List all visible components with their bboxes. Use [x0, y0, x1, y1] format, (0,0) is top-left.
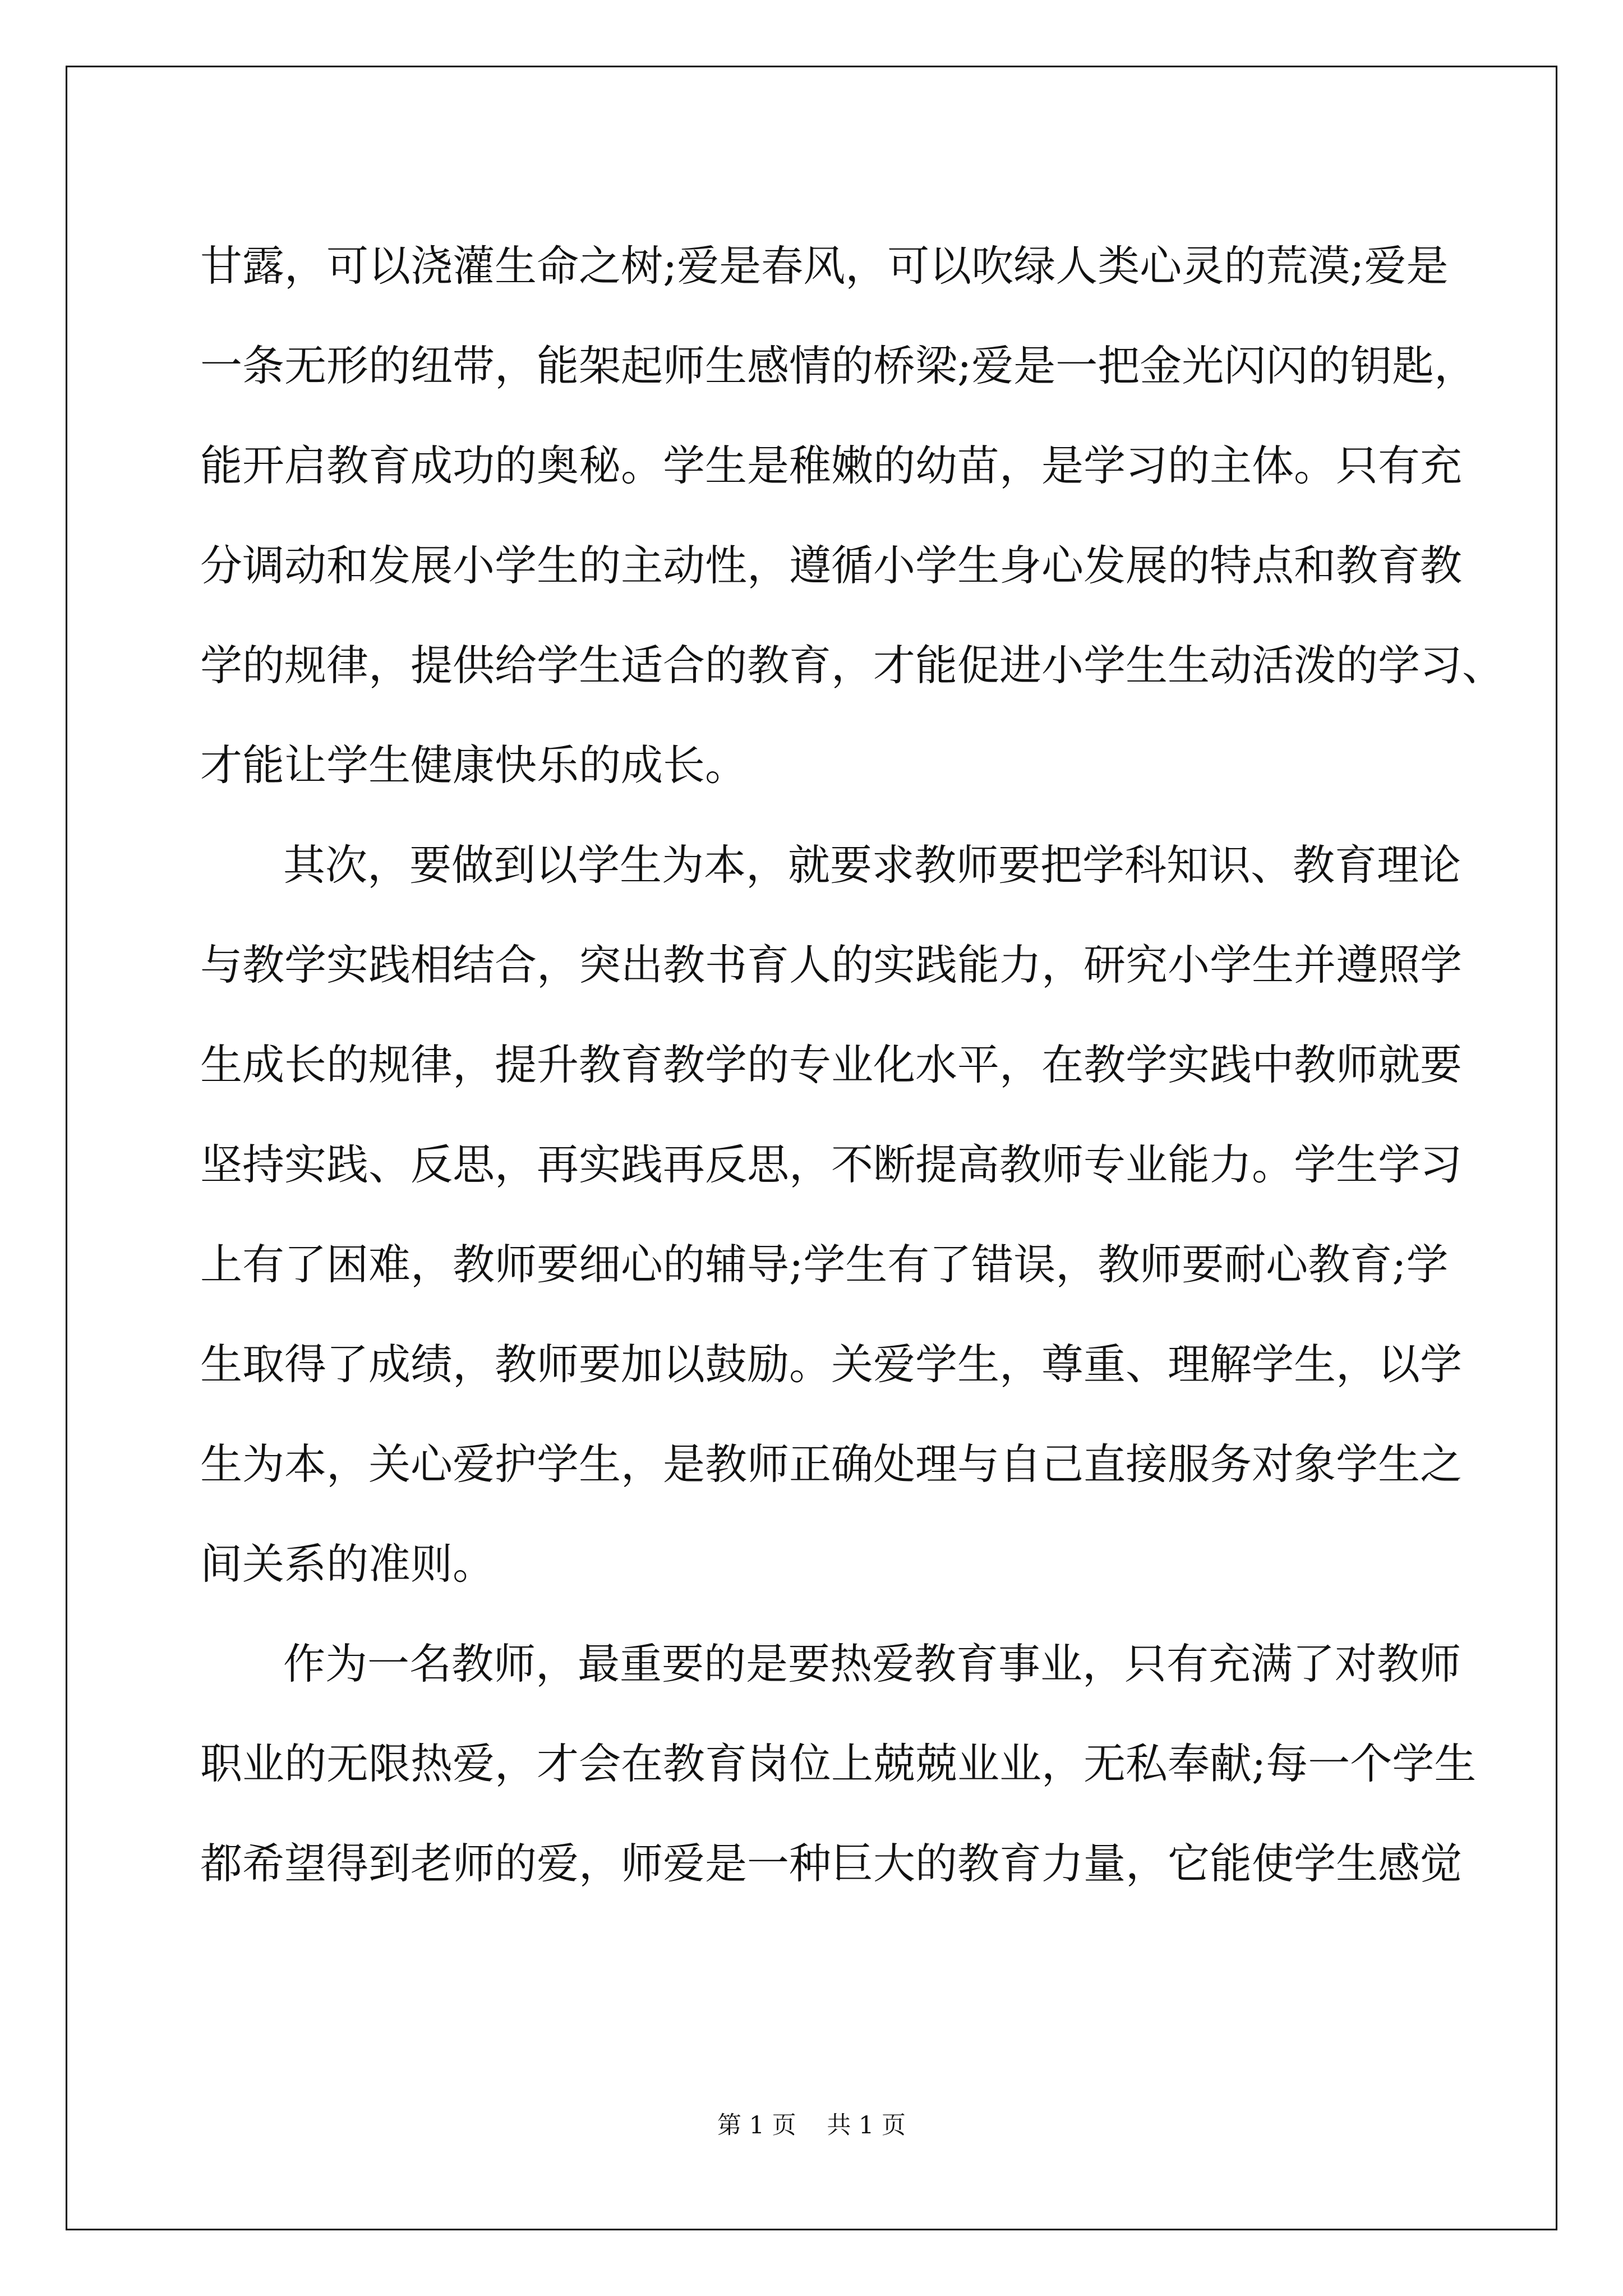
text-line: 间关系的准则。 — [200, 1539, 495, 1589]
text-line: 与教学实践相结合，突出教书育人的实践能力，研究小学生并遵照学 — [200, 940, 1463, 990]
text-line: 甘露，可以浇灌生命之树;爱是春风，可以吹绿人类心灵的荒漠;爱是 — [200, 241, 1449, 291]
text-line: 职业的无限热爱，才会在教育岗位上兢兢业业，无私奉献;每一个学生 — [200, 1739, 1477, 1788]
paragraph-first-line: 其次，要做到以学生为本，就要求教师要把学科知识、教育理论 — [283, 840, 1461, 890]
paragraph-first-line: 作为一名教师，最重要的是要热爱教育事业，只有充满了对教师 — [283, 1639, 1461, 1688]
text-line: 才能让学生健康快乐的成长。 — [200, 740, 748, 790]
text-line: 分调动和发展小学生的主动性，遵循小学生身心发展的特点和教育教 — [200, 541, 1463, 590]
text-line: 生为本，关心爱护学生，是教师正确处理与自己直接服务对象学生之 — [200, 1439, 1463, 1489]
text-line: 一条无形的纽带，能架起师生感情的桥梁;爱是一把金光闪闪的钥匙， — [200, 341, 1477, 390]
text-line: 学的规律，提供给学生适合的教育，才能促进小学生生动活泼的学习、 — [200, 641, 1505, 690]
document-body — [200, 216, 1505, 1913]
page-number-footer: 第 1 页 共 1 页 — [717, 2111, 906, 2139]
text-line: 生取得了成绩，教师要加以鼓励。关爱学生，尊重、理解学生，以学 — [200, 1340, 1463, 1389]
text-line: 上有了困难，教师要细心的辅导;学生有了错误，教师要耐心教育;学 — [200, 1240, 1449, 1289]
text-line: 坚持实践、反思，再实践再反思，不断提高教师专业能力。学生学习 — [200, 1140, 1463, 1189]
text-line: 都希望得到老师的爱，师爱是一种巨大的教育力量，它能使学生感觉 — [200, 1839, 1463, 1888]
text-line: 能开启教育成功的奥秘。学生是稚嫩的幼苗，是学习的主体。只有充 — [200, 441, 1463, 490]
text-line: 生成长的规律，提升教育教学的专业化水平，在教学实践中教师就要 — [200, 1040, 1463, 1089]
